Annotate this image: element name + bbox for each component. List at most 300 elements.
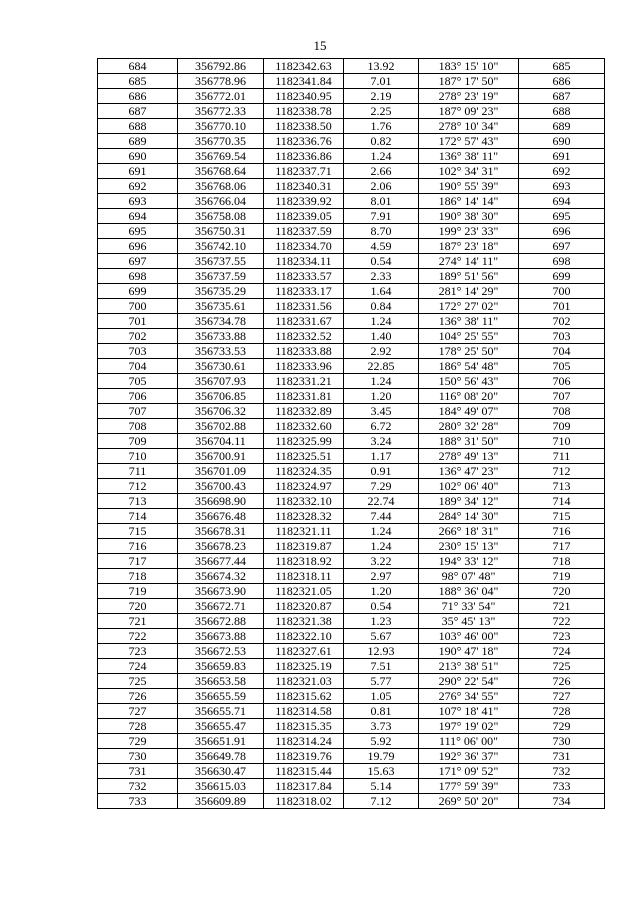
x-coordinate-cell: 356707.93 [178, 374, 264, 389]
table-row [98, 89, 605, 104]
table-row [98, 254, 605, 269]
next-point-cell: 728 [519, 704, 605, 719]
next-point-cell: 686 [519, 74, 605, 89]
table-row [98, 614, 605, 629]
table-row [98, 104, 605, 119]
table-row [98, 284, 605, 299]
next-point-cell: 705 [519, 359, 605, 374]
point-number-cell: 726 [98, 689, 178, 704]
point-number-cell: 699 [98, 284, 178, 299]
x-coordinate-cell: 356649.78 [178, 749, 264, 764]
table-row [98, 449, 605, 464]
point-number-cell: 709 [98, 434, 178, 449]
x-coordinate-cell: 356655.71 [178, 704, 264, 719]
next-point-cell: 698 [519, 254, 605, 269]
point-number-cell: 696 [98, 239, 178, 254]
x-coordinate-cell: 356698.90 [178, 494, 264, 509]
distance-cell: 1.17 [344, 449, 419, 464]
bearing-cell: 192° 36' 37" [419, 749, 519, 764]
y-coordinate-cell: 1182331.81 [264, 389, 344, 404]
bearing-cell: 284° 14' 30" [419, 509, 519, 524]
distance-cell: 2.97 [344, 569, 419, 584]
point-number-cell: 711 [98, 464, 178, 479]
bearing-cell: 184° 49' 07" [419, 404, 519, 419]
y-coordinate-cell: 1182332.10 [264, 494, 344, 509]
table-row [98, 524, 605, 539]
next-point-cell: 709 [519, 419, 605, 434]
table-row [98, 149, 605, 164]
y-coordinate-cell: 1182314.58 [264, 704, 344, 719]
x-coordinate-cell: 356768.06 [178, 179, 264, 194]
bearing-cell: 278° 49' 13" [419, 449, 519, 464]
bearing-cell: 187° 09' 23" [419, 104, 519, 119]
point-number-cell: 697 [98, 254, 178, 269]
next-point-cell: 724 [519, 644, 605, 659]
bearing-cell: 190° 55' 39" [419, 179, 519, 194]
table-row [98, 194, 605, 209]
table-row [98, 119, 605, 134]
table-row [98, 419, 605, 434]
y-coordinate-cell: 1182333.96 [264, 359, 344, 374]
y-coordinate-cell: 1182324.97 [264, 479, 344, 494]
point-number-cell: 693 [98, 194, 178, 209]
bearing-cell: 278° 23' 19" [419, 89, 519, 104]
y-coordinate-cell: 1182328.32 [264, 509, 344, 524]
point-number-cell: 722 [98, 629, 178, 644]
y-coordinate-cell: 1182325.51 [264, 449, 344, 464]
x-coordinate-cell: 356742.10 [178, 239, 264, 254]
distance-cell: 1.05 [344, 689, 419, 704]
point-number-cell: 704 [98, 359, 178, 374]
table-row [98, 539, 605, 554]
table-row [98, 554, 605, 569]
table-row [98, 389, 605, 404]
table-row [98, 569, 605, 584]
y-coordinate-cell: 1182324.35 [264, 464, 344, 479]
point-number-cell: 721 [98, 614, 178, 629]
bearing-cell: 190° 47' 18" [419, 644, 519, 659]
distance-cell: 22.74 [344, 494, 419, 509]
x-coordinate-cell: 356700.43 [178, 479, 264, 494]
next-point-cell: 690 [519, 134, 605, 149]
distance-cell: 5.77 [344, 674, 419, 689]
point-number-cell: 729 [98, 734, 178, 749]
y-coordinate-cell: 1182331.21 [264, 374, 344, 389]
distance-cell: 1.20 [344, 389, 419, 404]
next-point-cell: 697 [519, 239, 605, 254]
bearing-cell: 187° 17' 50" [419, 74, 519, 89]
point-number-cell: 701 [98, 314, 178, 329]
distance-cell: 7.51 [344, 659, 419, 674]
distance-cell: 7.29 [344, 479, 419, 494]
table-row [98, 344, 605, 359]
distance-cell: 7.44 [344, 509, 419, 524]
point-number-cell: 732 [98, 779, 178, 794]
y-coordinate-cell: 1182333.88 [264, 344, 344, 359]
y-coordinate-cell: 1182317.84 [264, 779, 344, 794]
distance-cell: 5.92 [344, 734, 419, 749]
point-number-cell: 720 [98, 599, 178, 614]
bearing-cell: 178° 25' 50" [419, 344, 519, 359]
distance-cell: 7.12 [344, 794, 419, 809]
distance-cell: 7.91 [344, 209, 419, 224]
point-number-cell: 723 [98, 644, 178, 659]
x-coordinate-cell: 356673.90 [178, 584, 264, 599]
bearing-cell: 103° 46' 00" [419, 629, 519, 644]
bearing-cell: 274° 14' 11" [419, 254, 519, 269]
y-coordinate-cell: 1182339.92 [264, 194, 344, 209]
x-coordinate-cell: 356702.88 [178, 419, 264, 434]
y-coordinate-cell: 1182341.84 [264, 74, 344, 89]
point-number-cell: 687 [98, 104, 178, 119]
next-point-cell: 731 [519, 749, 605, 764]
x-coordinate-cell: 356653.58 [178, 674, 264, 689]
x-coordinate-cell: 356672.53 [178, 644, 264, 659]
bearing-cell: 150° 56' 43" [419, 374, 519, 389]
x-coordinate-cell: 356678.23 [178, 539, 264, 554]
y-coordinate-cell: 1182333.57 [264, 269, 344, 284]
next-point-cell: 717 [519, 539, 605, 554]
distance-cell: 3.45 [344, 404, 419, 419]
x-coordinate-cell: 356734.78 [178, 314, 264, 329]
bearing-cell: 102° 34' 31" [419, 164, 519, 179]
point-number-cell: 718 [98, 569, 178, 584]
next-point-cell: 699 [519, 269, 605, 284]
next-point-cell: 719 [519, 569, 605, 584]
x-coordinate-cell: 356677.44 [178, 554, 264, 569]
bearing-cell: 102° 06' 40" [419, 479, 519, 494]
y-coordinate-cell: 1182314.24 [264, 734, 344, 749]
table-row [98, 269, 605, 284]
point-number-cell: 707 [98, 404, 178, 419]
bearing-cell: 171° 09' 52" [419, 764, 519, 779]
point-number-cell: 733 [98, 794, 178, 809]
y-coordinate-cell: 1182315.35 [264, 719, 344, 734]
table-row [98, 164, 605, 179]
x-coordinate-cell: 356673.88 [178, 629, 264, 644]
bearing-cell: 290° 22' 54" [419, 674, 519, 689]
distance-cell: 0.81 [344, 704, 419, 719]
table-row [98, 494, 605, 509]
next-point-cell: 714 [519, 494, 605, 509]
bearing-cell: 276° 34' 55" [419, 689, 519, 704]
next-point-cell: 707 [519, 389, 605, 404]
table-row [98, 719, 605, 734]
y-coordinate-cell: 1182315.44 [264, 764, 344, 779]
point-number-cell: 716 [98, 539, 178, 554]
point-number-cell: 695 [98, 224, 178, 239]
point-number-cell: 730 [98, 749, 178, 764]
bearing-cell: 136° 47' 23" [419, 464, 519, 479]
x-coordinate-cell: 356704.11 [178, 434, 264, 449]
x-coordinate-cell: 356655.59 [178, 689, 264, 704]
distance-cell: 2.19 [344, 89, 419, 104]
distance-cell: 3.73 [344, 719, 419, 734]
next-point-cell: 734 [519, 794, 605, 809]
y-coordinate-cell: 1182321.38 [264, 614, 344, 629]
table-row [98, 779, 605, 794]
point-number-cell: 715 [98, 524, 178, 539]
distance-cell: 8.01 [344, 194, 419, 209]
distance-cell: 2.92 [344, 344, 419, 359]
x-coordinate-cell: 356792.86 [178, 59, 264, 74]
y-coordinate-cell: 1182332.60 [264, 419, 344, 434]
next-point-cell: 695 [519, 209, 605, 224]
point-number-cell: 724 [98, 659, 178, 674]
y-coordinate-cell: 1182334.70 [264, 239, 344, 254]
next-point-cell: 722 [519, 614, 605, 629]
y-coordinate-cell: 1182342.63 [264, 59, 344, 74]
y-coordinate-cell: 1182339.05 [264, 209, 344, 224]
bearing-cell: 281° 14' 29" [419, 284, 519, 299]
bearing-cell: 186° 54' 48" [419, 359, 519, 374]
y-coordinate-cell: 1182325.19 [264, 659, 344, 674]
x-coordinate-cell: 356674.32 [178, 569, 264, 584]
next-point-cell: 729 [519, 719, 605, 734]
bearing-cell: 186° 14' 14" [419, 194, 519, 209]
bearing-cell: 190° 38' 30" [419, 209, 519, 224]
table-row [98, 674, 605, 689]
point-number-cell: 692 [98, 179, 178, 194]
bearing-cell: 280° 32' 28" [419, 419, 519, 434]
bearing-cell: 177° 59' 39" [419, 779, 519, 794]
next-point-cell: 702 [519, 314, 605, 329]
point-number-cell: 731 [98, 764, 178, 779]
distance-cell: 0.54 [344, 599, 419, 614]
table-row [98, 134, 605, 149]
y-coordinate-cell: 1182315.62 [264, 689, 344, 704]
next-point-cell: 726 [519, 674, 605, 689]
x-coordinate-cell: 356778.96 [178, 74, 264, 89]
point-number-cell: 686 [98, 89, 178, 104]
x-coordinate-cell: 356750.31 [178, 224, 264, 239]
point-number-cell: 688 [98, 119, 178, 134]
next-point-cell: 703 [519, 329, 605, 344]
bearing-cell: 136° 38' 11" [419, 314, 519, 329]
next-point-cell: 706 [519, 374, 605, 389]
bearing-cell: 188° 31' 50" [419, 434, 519, 449]
next-point-cell: 733 [519, 779, 605, 794]
table-row [98, 599, 605, 614]
table-row [98, 59, 605, 74]
table-row [98, 584, 605, 599]
y-coordinate-cell: 1182340.95 [264, 89, 344, 104]
distance-cell: 0.91 [344, 464, 419, 479]
distance-cell: 1.20 [344, 584, 419, 599]
distance-cell: 22.85 [344, 359, 419, 374]
distance-cell: 1.24 [344, 374, 419, 389]
x-coordinate-cell: 356672.71 [178, 599, 264, 614]
bearing-cell: 199° 23' 33" [419, 224, 519, 239]
x-coordinate-cell: 356770.10 [178, 119, 264, 134]
table-row [98, 239, 605, 254]
bearing-cell: 71° 33' 54" [419, 599, 519, 614]
distance-cell: 5.67 [344, 629, 419, 644]
next-point-cell: 700 [519, 284, 605, 299]
x-coordinate-cell: 356735.61 [178, 299, 264, 314]
table-row [98, 509, 605, 524]
y-coordinate-cell: 1182332.89 [264, 404, 344, 419]
bearing-cell: 107° 18' 41" [419, 704, 519, 719]
table-row [98, 209, 605, 224]
x-coordinate-cell: 356735.29 [178, 284, 264, 299]
next-point-cell: 689 [519, 119, 605, 134]
y-coordinate-cell: 1182333.17 [264, 284, 344, 299]
y-coordinate-cell: 1182322.10 [264, 629, 344, 644]
distance-cell: 0.54 [344, 254, 419, 269]
next-point-cell: 732 [519, 764, 605, 779]
next-point-cell: 685 [519, 59, 605, 74]
bearing-cell: 172° 57' 43" [419, 134, 519, 149]
y-coordinate-cell: 1182331.67 [264, 314, 344, 329]
table-row [98, 329, 605, 344]
bearing-cell: 183° 15' 10" [419, 59, 519, 74]
point-number-cell: 698 [98, 269, 178, 284]
distance-cell: 12.93 [344, 644, 419, 659]
bearing-cell: 230° 15' 13" [419, 539, 519, 554]
y-coordinate-cell: 1182320.87 [264, 599, 344, 614]
next-point-cell: 716 [519, 524, 605, 539]
y-coordinate-cell: 1182336.76 [264, 134, 344, 149]
x-coordinate-cell: 356701.09 [178, 464, 264, 479]
point-number-cell: 702 [98, 329, 178, 344]
distance-cell: 2.66 [344, 164, 419, 179]
point-number-cell: 689 [98, 134, 178, 149]
table-row [98, 374, 605, 389]
bearing-cell: 104° 25' 55" [419, 329, 519, 344]
y-coordinate-cell: 1182336.86 [264, 149, 344, 164]
y-coordinate-cell: 1182321.11 [264, 524, 344, 539]
point-number-cell: 714 [98, 509, 178, 524]
x-coordinate-cell: 356615.03 [178, 779, 264, 794]
y-coordinate-cell: 1182318.11 [264, 569, 344, 584]
distance-cell: 4.59 [344, 239, 419, 254]
next-point-cell: 727 [519, 689, 605, 704]
point-number-cell: 713 [98, 494, 178, 509]
table-row [98, 644, 605, 659]
x-coordinate-cell: 356737.59 [178, 269, 264, 284]
point-number-cell: 685 [98, 74, 178, 89]
table-row [98, 179, 605, 194]
table-row [98, 794, 605, 809]
y-coordinate-cell: 1182340.31 [264, 179, 344, 194]
table-row [98, 479, 605, 494]
coordinates-table-body [98, 59, 605, 809]
distance-cell: 2.06 [344, 179, 419, 194]
bearing-cell: 136° 38' 11" [419, 149, 519, 164]
point-number-cell: 700 [98, 299, 178, 314]
next-point-cell: 715 [519, 509, 605, 524]
bearing-cell: 197° 19' 02" [419, 719, 519, 734]
table-row [98, 434, 605, 449]
x-coordinate-cell: 356737.55 [178, 254, 264, 269]
bearing-cell: 172° 27' 02" [419, 299, 519, 314]
next-point-cell: 723 [519, 629, 605, 644]
distance-cell: 3.24 [344, 434, 419, 449]
distance-cell: 1.24 [344, 149, 419, 164]
point-number-cell: 725 [98, 674, 178, 689]
distance-cell: 1.24 [344, 314, 419, 329]
table-row [98, 659, 605, 674]
next-point-cell: 691 [519, 149, 605, 164]
next-point-cell: 721 [519, 599, 605, 614]
table-row [98, 404, 605, 419]
point-number-cell: 703 [98, 344, 178, 359]
table-row [98, 314, 605, 329]
y-coordinate-cell: 1182319.76 [264, 749, 344, 764]
bearing-cell: 189° 34' 12" [419, 494, 519, 509]
table-row [98, 299, 605, 314]
next-point-cell: 720 [519, 584, 605, 599]
point-number-cell: 694 [98, 209, 178, 224]
x-coordinate-cell: 356766.04 [178, 194, 264, 209]
x-coordinate-cell: 356772.01 [178, 89, 264, 104]
distance-cell: 15.63 [344, 764, 419, 779]
coordinates-table [97, 58, 605, 809]
table-row [98, 749, 605, 764]
bearing-cell: 266° 18' 31" [419, 524, 519, 539]
table-row [98, 689, 605, 704]
distance-cell: 1.24 [344, 524, 419, 539]
y-coordinate-cell: 1182337.59 [264, 224, 344, 239]
next-point-cell: 692 [519, 164, 605, 179]
distance-cell: 8.70 [344, 224, 419, 239]
y-coordinate-cell: 1182331.56 [264, 299, 344, 314]
distance-cell: 0.82 [344, 134, 419, 149]
distance-cell: 6.72 [344, 419, 419, 434]
x-coordinate-cell: 356772.33 [178, 104, 264, 119]
next-point-cell: 708 [519, 404, 605, 419]
point-number-cell: 717 [98, 554, 178, 569]
point-number-cell: 728 [98, 719, 178, 734]
table-row [98, 74, 605, 89]
x-coordinate-cell: 356706.32 [178, 404, 264, 419]
table-row [98, 359, 605, 374]
y-coordinate-cell: 1182338.78 [264, 104, 344, 119]
next-point-cell: 712 [519, 464, 605, 479]
x-coordinate-cell: 356733.53 [178, 344, 264, 359]
y-coordinate-cell: 1182338.50 [264, 119, 344, 134]
y-coordinate-cell: 1182318.02 [264, 794, 344, 809]
next-point-cell: 710 [519, 434, 605, 449]
table-row [98, 764, 605, 779]
bearing-cell: 187° 23' 18" [419, 239, 519, 254]
distance-cell: 2.33 [344, 269, 419, 284]
distance-cell: 5.14 [344, 779, 419, 794]
distance-cell: 1.64 [344, 284, 419, 299]
x-coordinate-cell: 356672.88 [178, 614, 264, 629]
x-coordinate-cell: 356730.61 [178, 359, 264, 374]
page-number: 15 [313, 38, 327, 53]
point-number-cell: 719 [98, 584, 178, 599]
x-coordinate-cell: 356770.35 [178, 134, 264, 149]
x-coordinate-cell: 356659.83 [178, 659, 264, 674]
next-point-cell: 688 [519, 104, 605, 119]
bearing-cell: 189° 51' 56" [419, 269, 519, 284]
bearing-cell: 213° 38' 51" [419, 659, 519, 674]
x-coordinate-cell: 356651.91 [178, 734, 264, 749]
next-point-cell: 694 [519, 194, 605, 209]
x-coordinate-cell: 356768.64 [178, 164, 264, 179]
point-number-cell: 705 [98, 374, 178, 389]
next-point-cell: 696 [519, 224, 605, 239]
x-coordinate-cell: 356678.31 [178, 524, 264, 539]
bearing-cell: 188° 36' 04" [419, 584, 519, 599]
y-coordinate-cell: 1182334.11 [264, 254, 344, 269]
x-coordinate-cell: 356630.47 [178, 764, 264, 779]
next-point-cell: 693 [519, 179, 605, 194]
y-coordinate-cell: 1182318.92 [264, 554, 344, 569]
